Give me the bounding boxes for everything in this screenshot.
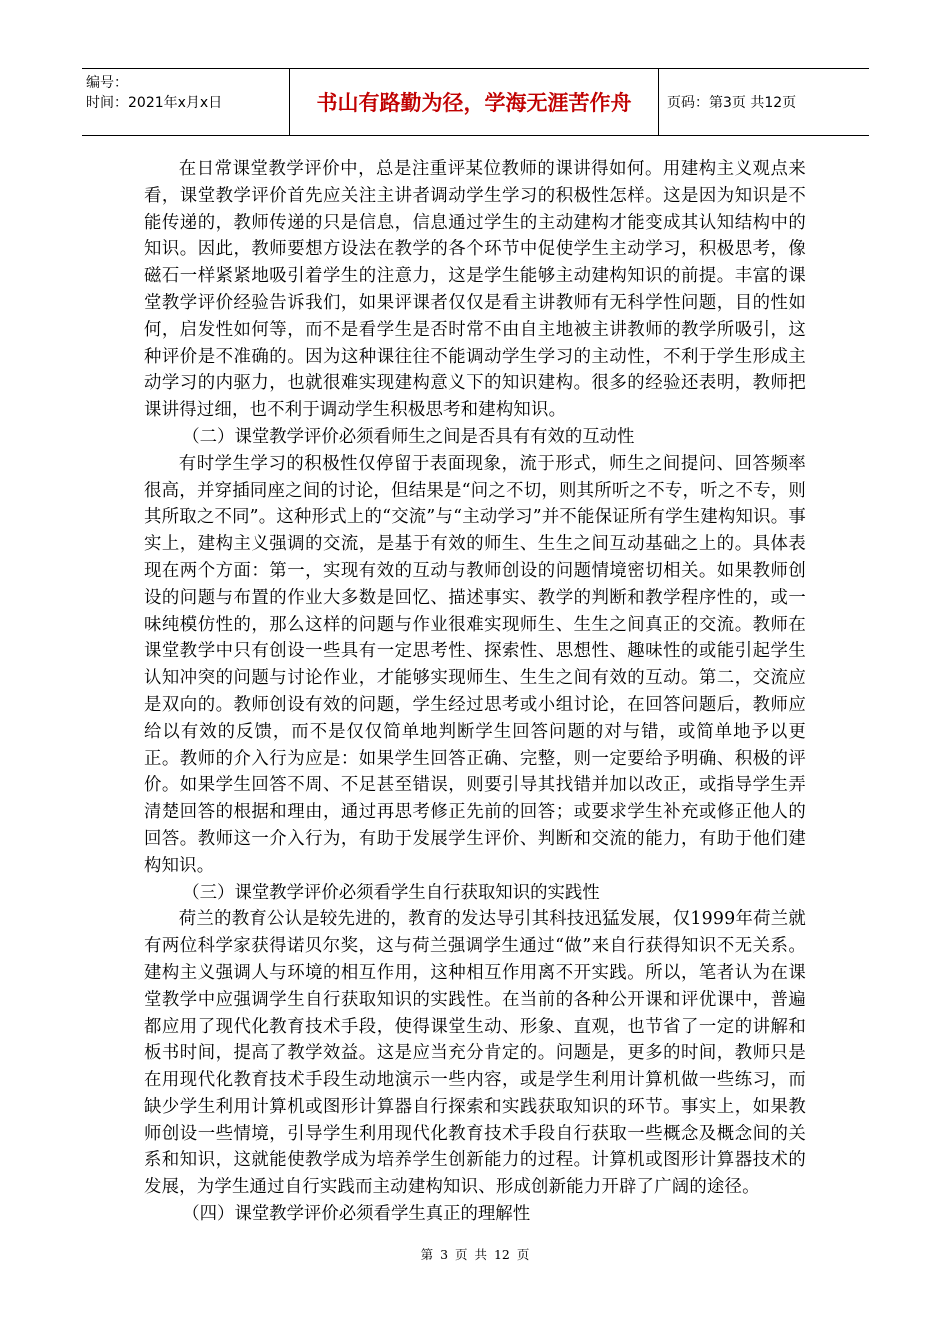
section-heading-3: （三）课堂教学评价必须看学生自行获取知识的实践性	[182, 882, 600, 903]
page-footer	[0, 1245, 950, 1263]
section-heading-4: （四）课堂教学评价必须看学生真正的理解性	[182, 1204, 531, 1225]
header-motto: 书山有路勤为径，学海无涯苦作舟	[290, 69, 659, 135]
paragraph-3: 荷兰的教育公认是较先进的，教育的发达导引其科技迅猛发展，仅1999年荷兰就有两位科学家获得诺贝尔奖，这与荷兰强调学生通过“做”来自行获得知识不无关系。建构主义强调人与环境的相互作用，这种相互作用离不开实践。所以，笔者认为在课堂教学中应强调学生自行获取知识的实践性。在当前的各种公开课和评优课中，普遍都应用了现代化教育技术手段，使得课堂生动、形象、直观，也节省了一定的讲解和板书时间，提高了教学效益。这是应当充分肯定的。问题是，更多的时间，教师只是在用现代化教育技术手段生动地演示一些内容，或是学生利用计算机做一些练习，而缺少学生利用计算机或图形计算器自行探索和实践获取知识的环节。事实上，如果教师创设一些情境，引导学生利用现代化教育技术手段自行获取一些概念及概念间的关系和知识，这就能使教学成为培养学生创新能力的过程。计算机或图形计算器技术的发展，为学生通过自行实践而主动建构知识、形成创新能力开辟了广阔的途径。	[144, 909, 806, 1198]
paragraph-1: 在日常课堂教学评价中，总是注重评某位教师的课讲得如何。用建构主义观点来看，课堂教学评价首先应关注主讲者调动学生学习的积极性怎样。这是因为知识是不能传递的，教师传递的只是信息，信息通过学生的主动建构才能变成其认知结构中的知识。因此，教师要想方设法在教学的各个环节中促使学生主动学习，积极思考，像磁石一样紧紧地吸引着学生的注意力，这是学生能够主动建构知识的前提。丰富的课堂教学评价经验告诉我们，如果评课者仅仅是看主讲教师有无科学性问题，目的性如何，启发性如何等，而不是看学生是否时常不由自主地被主讲教师的教学所吸引，这种评价是不准确的。因为这种课往往不能调动学生学习的主动性，不利于学生形成主动学习的内驱力，也就很难实现建构意义下的知识建构。很多的经验还表明，教师把课讲得过细，也不利于调动学生积极思考和建构知识。	[144, 159, 806, 421]
paragraph-2: 有时学生学习的积极性仅停留于表面现象，流于形式，师生之间提问、回答频率很高，并穿插同座之间的讨论，但结果是“问之不切，则其所听之不专，听之不专，则其所取之不同”。这种形式上的“交流”与“主动学习”并不能保证所有学生建构知识。事实上，建构主义强调的交流，是基于有效的师生、生生之间互动基础之上的。具体表现在两个方面：第一，实现有效的互动与教师创设的问题情境密切相关。如果教师创设的问题与布置的作业大多数是回忆、描述事实、教学的判断和教学程序性的，或一味纯模仿性的，那么这样的问题与作业很难实现师生、生生之间真正的交流。教师在课堂教学中只有创设一些具有一定思考性、探索性、思想性、趣味性的或能引起学生认知冲突的问题与讨论作业，才能够实现师生、生生之间有效的互动。第二，交流应是双向的。教师创设有效的问题，学生经过思考或小组讨论，在回答问题后，教师应给以有效的反馈，而不是仅仅简单地判断学生回答问题的对与错，或简单地予以更正。教师的介入行为应是：如果学生回答正确、完整，则一定要给予明确、积极的评价。如果学生回答不周、不足甚至错误，则要引导其找错并加以改正，或指导学生弄清楚回答的根据和理由，通过再思考修正先前的回答；或要求学生补充或修正他人的回答。教师这一介入行为，有助于发展学生评价、判断和交流的能力，有助于他们建构知识。	[144, 453, 806, 876]
header-meta	[82, 69, 290, 135]
date-label: 时间：2021年x月x日	[86, 95, 223, 111]
page-header	[82, 68, 869, 136]
header-page-info: 页码：第3页 共12页	[667, 95, 797, 111]
section-heading-2: （二）课堂教学评价必须看师生之间是否具有有效的互动性	[182, 426, 635, 447]
document-body	[144, 156, 806, 1228]
code-label: 编号：	[86, 75, 128, 91]
footer-page-number: 第 3 页 共 12 页	[420, 1247, 530, 1262]
